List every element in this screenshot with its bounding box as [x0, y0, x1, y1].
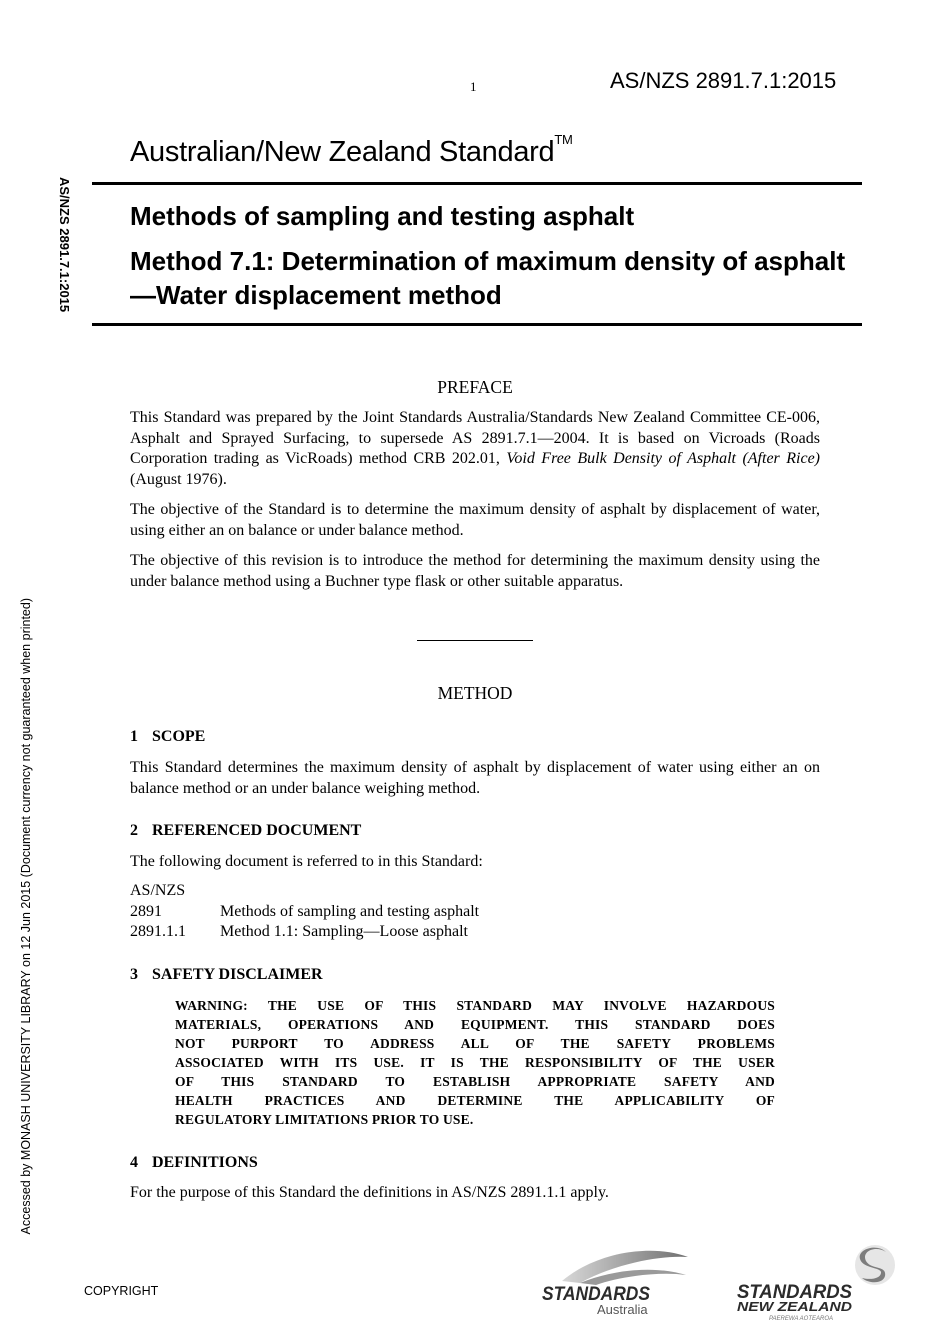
warning-line: MATERIALS, OPERATIONS AND EQUIPMENT. THIS STANDARD DOES — [175, 1017, 775, 1032]
preface-p1-text: This Standard was prepared by the Joint Standards Australia/Standards New Zealand Committee CE-006, Asphalt and Sprayed Surfacing, to supersede AS 2891.7.1—2004. It is based on Vicroads (Roads Corporation trading as VicRoads) method CRB 202.01, — [130, 409, 820, 467]
warning-line: OF THIS STANDARD TO ESTABLISH APPROPRIATE SAFETY AND — [175, 1074, 775, 1089]
preface-p1-cited-title: Void Free Bulk Density of Asphalt (After Rice) — [506, 450, 820, 467]
series-title — [130, 132, 573, 169]
warning-line: HEALTH PRACTICES AND DETERMINE THE APPLICABILITY OF — [175, 1093, 775, 1108]
method-heading: METHOD — [437, 683, 513, 703]
definitions-title: DEFINITIONS — [152, 1154, 258, 1171]
scope-number: 1 — [130, 728, 138, 745]
access-note: Accessed by MONASH UNIVERSITY LIBRARY on 12 Jun 2015 (Document currency not guaranteed when printed) — [19, 598, 33, 1235]
trademark-mark: TM — [554, 132, 573, 147]
referenced-item — [130, 903, 479, 921]
referenced-item-title: Methods of sampling and testing asphalt — [220, 903, 480, 920]
preface-p1-date: (August 1976). — [130, 470, 227, 488]
preface-paragraph-1 — [130, 408, 820, 490]
scope-title: SCOPE — [152, 728, 206, 745]
preface-paragraph-3: The objective of this revision is to introduce the method for determining the maximum density using the under balance method using a Buchner type flask or other suitable apparatus. — [130, 552, 820, 590]
definitions-number: 4 — [130, 1154, 138, 1171]
definitions-heading — [130, 1154, 258, 1172]
referenced-item-code: 2891.1.1 — [130, 923, 186, 940]
referenced-number: 2 — [130, 822, 138, 839]
warning-line: ASSOCIATED WITH ITS USE. IT IS THE RESPONSIBILITY OF THE USER — [175, 1055, 775, 1070]
top-rule — [92, 182, 862, 185]
warning-line: NOT PURPORT TO ADDRESS ALL OF THE SAFETY PROBLEMS — [175, 1036, 775, 1051]
page-number: 1 — [470, 79, 477, 94]
referenced-group: AS/NZS — [130, 882, 186, 899]
preface-heading: PREFACE — [437, 377, 513, 397]
document-subtitle: Method 7.1: Determination of maximum density of asphalt—Water displacement method — [130, 246, 846, 310]
document-title: Methods of sampling and testing asphalt — [130, 201, 635, 231]
safety-heading — [130, 966, 323, 984]
definitions-text: For the purpose of this Standard the definitions in AS/NZS 2891.1.1 apply. — [130, 1184, 609, 1201]
referenced-intro: The following document is referred to in this Standard: — [130, 853, 483, 870]
series-title-text: Australian/New Zealand Standard — [130, 136, 555, 168]
referenced-item-code: 2891 — [130, 903, 162, 920]
bottom-rule — [92, 323, 862, 326]
swoosh-icon — [562, 1251, 688, 1283]
referenced-heading — [130, 822, 361, 840]
standards-new-zealand-logo — [735, 1243, 905, 1323]
logo-snz-line3: PAEREWA AOTEAROA — [769, 1316, 834, 1322]
logo-snz-line2: NEW ZEALAND — [737, 1299, 853, 1314]
scope-heading — [130, 728, 205, 746]
scope-text: This Standard determines the maximum density of asphalt by displacement of water using either an on balance method or an under balance weighing method. — [130, 759, 820, 797]
logo-sa-line1: STANDARDS — [542, 1284, 651, 1305]
logo-sa-line2: Australia — [597, 1302, 648, 1317]
referenced-title: REFERENCED DOCUMENT — [152, 822, 362, 839]
standards-australia-logo — [540, 1245, 690, 1317]
copyright-label: COPYRIGHT — [84, 1284, 159, 1298]
preface-paragraph-2: The objective of the Standard is to determine the maximum density of asphalt by displacement of water, using either an on balance or under balance method. — [130, 501, 820, 539]
warning-line: WARNING: THE USE OF THIS STANDARD MAY INVOLVE HAZARDOUS — [175, 998, 775, 1013]
safety-title: SAFETY DISCLAIMER — [152, 966, 323, 983]
referenced-item — [130, 923, 468, 941]
section-divider — [417, 640, 533, 641]
warning-line: REGULATORY LIMITATIONS PRIOR TO USE. — [175, 1112, 474, 1127]
safety-number: 3 — [130, 966, 138, 983]
document-id: AS/NZS 2891.7.1:2015 — [610, 68, 837, 93]
referenced-item-title: Method 1.1: Sampling—Loose asphalt — [220, 923, 468, 940]
spine-document-id: AS/NZS 2891.7.1:2015 — [57, 177, 72, 313]
logo-snz-line1: STANDARDS — [737, 1282, 853, 1303]
